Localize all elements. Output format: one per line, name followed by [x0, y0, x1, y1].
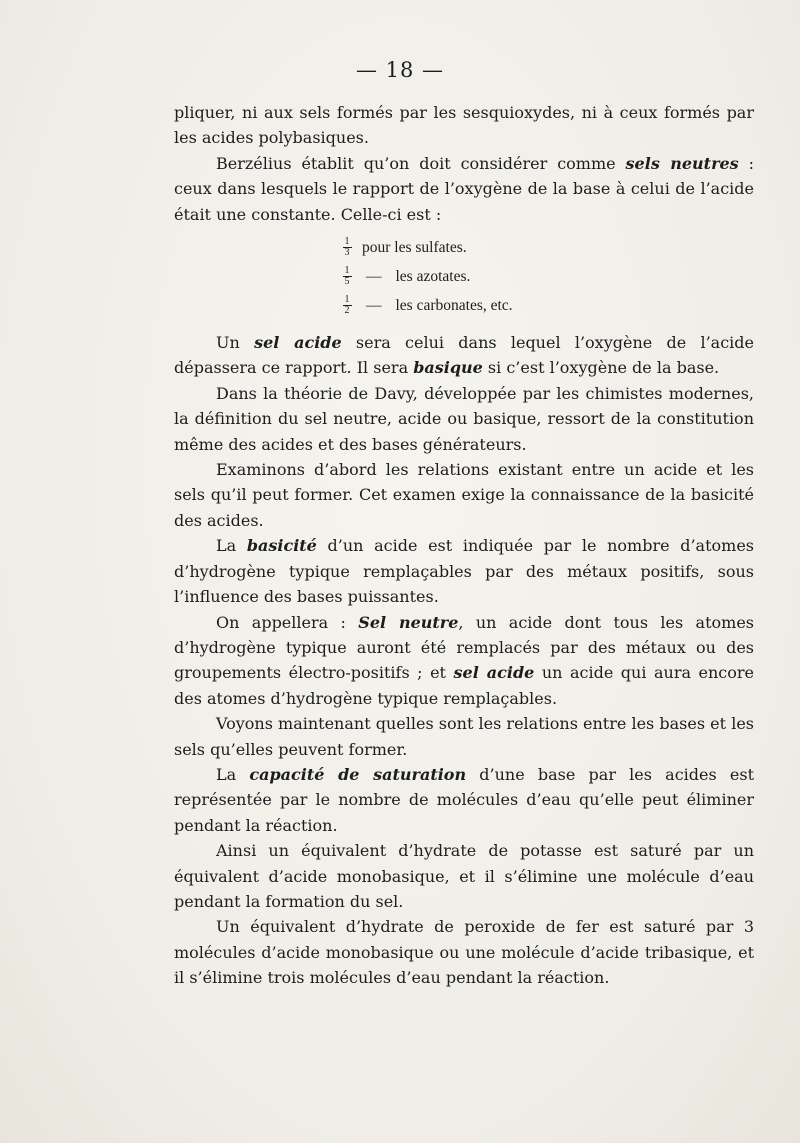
ratio-label: les carbonates, etc.: [395, 296, 513, 314]
paragraph-9-text-b: d’une base par les acides est représentée par le nombre de molécules d’eau qu’elle peut éliminer pendant la réaction.: [174, 764, 755, 835]
fraction-numerator: 1: [344, 294, 350, 306]
paragraph-6-text-a: La: [216, 536, 247, 556]
paragraph-3-text-a: Un: [216, 333, 255, 353]
term-sel-acide: sel acide: [254, 333, 342, 353]
paragraph-7-text-b: , un acide dont tous les atomes d’hydrogène typique auront été remplacés par des métaux ou des groupements électro-positifs ; et: [174, 612, 755, 683]
ratio-row-carbonates: [342, 291, 754, 320]
paragraph-11: Un équivalent d’hydrate de peroxide de fer est saturé par 3 molécules d’acide monobasique ou une molécule d’acide tribasique, et il s’élimine trois molécules d’eau pendant la réaction.: [174, 917, 754, 988]
term-capacite-de-saturation: capacité de saturation: [249, 764, 467, 784]
fraction-denominator: 2: [344, 305, 350, 317]
paragraph-2: [174, 151, 754, 227]
term-sels-neutres: sels neutres: [625, 153, 739, 173]
paragraph-6: [174, 533, 754, 609]
paragraph-3: [174, 330, 754, 381]
ratio-row-sulfates: [342, 233, 754, 262]
ditto-dash: —: [366, 267, 382, 285]
paragraph-7-text-a: On appellera :: [216, 612, 359, 632]
paragraph-9-text-a: La: [216, 764, 250, 784]
term-basique: basique: [413, 358, 483, 378]
ratio-list: [342, 233, 754, 320]
fraction-numerator: 1: [344, 236, 350, 248]
paragraph-5: Examinons d’abord les relations existant entre un acide et les sels qu’il peut former. Cet examen exige la connaissance de la basicité des acides.: [174, 460, 754, 530]
paragraph-1: pliquer, ni aux sels formés par les sesquioxydes, ni à ceux formés par les acides polybasiques.: [174, 103, 754, 148]
paragraph-6-text-b: d’un acide est indiquée par le nombre d’atomes d’hydrogène typique remplaçables par des métaux positifs, sous l’influence des bases puissantes.: [174, 536, 755, 607]
term-sel-acide-2: sel acide: [453, 663, 535, 683]
term-basicite: basicité: [246, 536, 317, 556]
fraction-denominator: 5: [344, 276, 350, 288]
body-text: [174, 100, 754, 991]
fraction: [342, 295, 352, 316]
paragraph-7: [174, 610, 754, 712]
paragraph-2-text-a: Berzélius établit qu’on doit considérer comme: [216, 153, 626, 173]
paragraph-7-text-c: un acide qui aura encore des atomes d’hydrogène typique remplaçables.: [174, 663, 755, 708]
paragraph-3-text-c: si c’est l’oxygène de la base.: [482, 358, 720, 378]
page-number: — 18 —: [355, 58, 445, 82]
term-sel-neutre: Sel neutre: [358, 612, 459, 632]
ditto-dash: —: [366, 296, 382, 314]
fraction-numerator: 1: [344, 265, 350, 277]
paragraph-8: Voyons maintenant quelles sont les relations entre les bases et les sels qu’elles peuvent former.: [174, 714, 754, 759]
ratio-label: les azotates.: [395, 267, 471, 285]
fraction: [342, 266, 352, 287]
fraction: [342, 237, 352, 258]
fraction-denominator: 3: [344, 247, 350, 259]
paragraph-3-text-b: sera celui dans lequel l’oxygène de l’acide dépassera ce rapport. Il sera: [174, 333, 755, 378]
paragraph-2-text-b: : ceux dans lesquels le rapport de l’oxygène de la base à celui de l’acide était une constante. Celle-ci est :: [174, 153, 755, 224]
ratio-row-azotates: [342, 262, 754, 291]
paragraph-10: Ainsi un équivalent d’hydrate de potasse est saturé par un équivalent d’acide monobasique, et il s’élimine une molécule d’eau pendant la formation du sel.: [174, 841, 754, 911]
paragraph-9: [174, 762, 754, 838]
paragraph-4: Dans la théorie de Davy, développée par les chimistes modernes, la définition du sel neutre, acide ou basique, ressort de la constitution même des acides et des bases générateurs.: [174, 383, 754, 454]
ratio-label: pour les sulfates.: [362, 238, 467, 256]
